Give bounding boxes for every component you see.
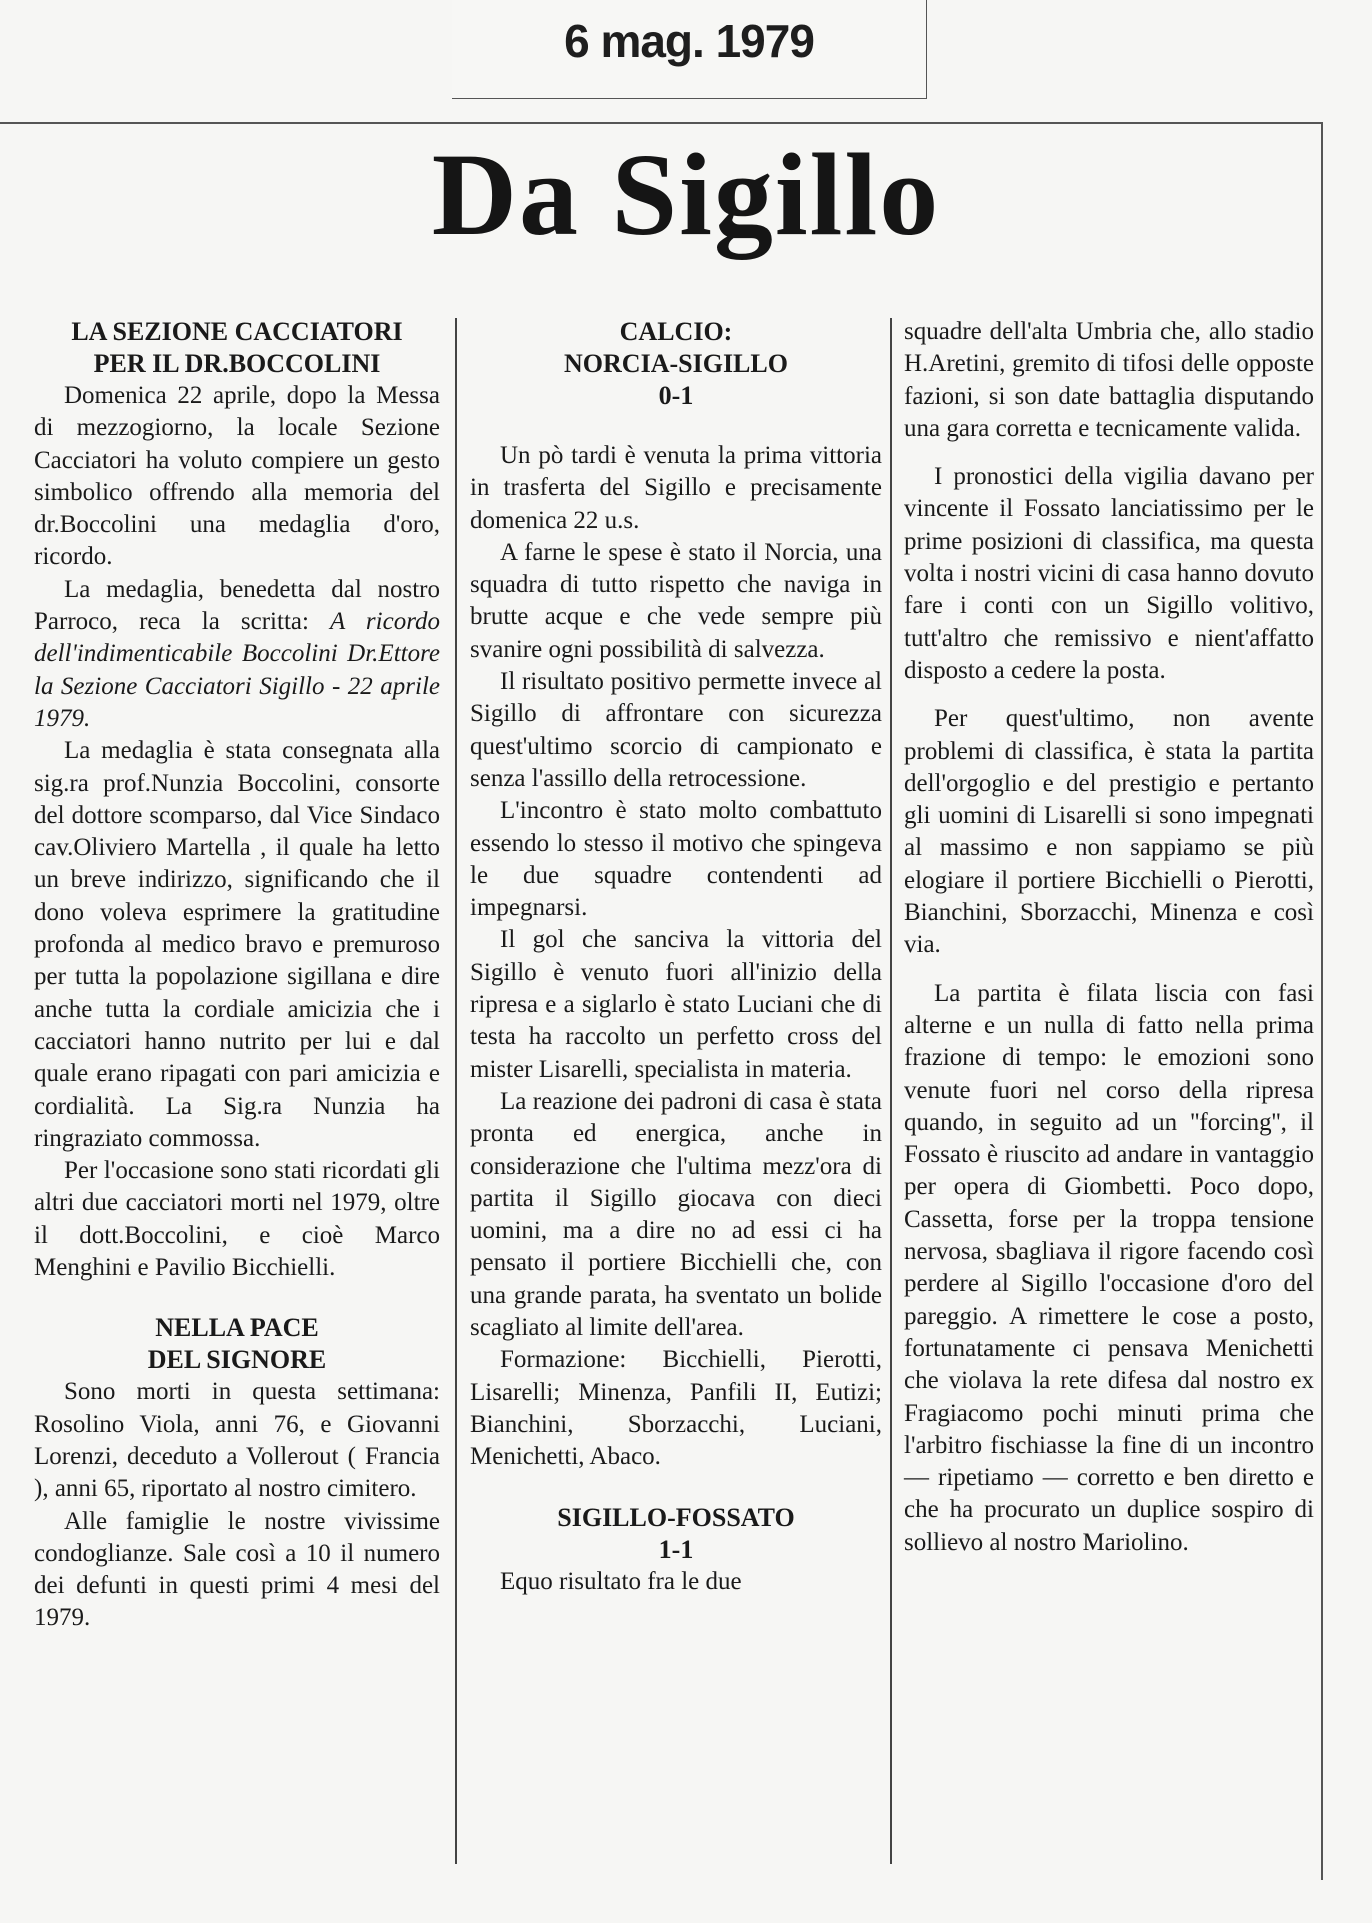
clipping-top-border — [0, 122, 1322, 124]
article-heading-hunters-line1: LA SEZIONE CACCIATORI — [71, 317, 403, 346]
article-heading-score: 0-1 — [658, 381, 694, 410]
article-heading-obituaries-line2: DEL SIGNORE — [147, 1345, 327, 1375]
date-stamp-text: 6 mag. 1979 — [564, 15, 814, 67]
article-heading-hunters-line2: PER IL DR.BOCCOLINI — [93, 349, 381, 378]
paragraph: L'incontro è stato molto combattuto essendo lo stesso il motivo che spingeva le due squadre contendenti ad impegnarsi. — [470, 797, 882, 922]
column-hunters-and-obituaries — [34, 316, 440, 1635]
clipping-right-border — [1321, 122, 1323, 1880]
page-headline: Da Sigillo — [431, 129, 941, 260]
paragraph: Formazione: Bicchielli, Pierotti, Lisarelli; Minenza, Panfili II, Eutizi; Bianchini, Sborzacchi, Luciani, Menichetti, Abaco. — [470, 1346, 882, 1471]
paragraph: I pronostici della vigilia davano per vincente il Fossato lanciatissimo per le prime posizioni di classifica, ma questa volta i nostri vicini di casa hanno dovuto fare i conti con un Sigillo volitivo, tutt'altro che remissivo e nient'affatto disposto a cedere la posta. — [904, 463, 1314, 684]
paragraph: Un pò tardi è venuta la prima vittoria in trasferta del Sigillo e precisamente domenica 22 u.s. — [470, 442, 882, 534]
paragraph: Per quest'ultimo, non avente problemi di classifica, è stata la partita dell'orgoglio e del prestigio e pertanto gli uomini di Lisarelli si sono impegnati al massimo e non sappiamo se più elogiare il portiere Bicchielli o Pierotti, Bianchini, Sborzacchi, Minenza e così via. — [904, 705, 1314, 959]
medal-inscription: A ricordo dell'indimenticabile Boccolini Dr.Ettore la Sezione Cacciatori Sigillo - 22 aprile 1979. — [34, 608, 441, 732]
paragraph: Sono morti in questa settimana: Rosolino Viola, anni 76, e Giovanni Lorenzi, deceduto a Vollerout ( Francia ), anni 65, riportato al nostro cimitero. — [34, 1378, 440, 1503]
paragraph: La partita è filata liscia con fasi alterne e un nulla di fatto nella prima frazione di tempo: le emozioni sono venute fuori nel corso della ripresa quando, in seguito ad un ''forcing'', il Fossato è riuscito ad andare in vantaggio per opera di Giombetti. Poco dopo, Cassetta, forse per la troppa tensione nervosa, sbagliava il rigore facendo così perdere al Sigillo l'occasione d'oro del pareggio. A rimettere le cose a posto, fortunatamente ci pensava Menichetti che violava la rete difesa dal nostro ex Fragiacomo pochi minuti prima che l'arbitro fischiasse la fine di un incontro — ripetiamo — corretto e ben diretto e che ha procurato un duplice sospiro di sollievo al nostro Mariolino. — [904, 979, 1314, 1556]
paragraph — [34, 574, 440, 735]
column-football-reports — [470, 316, 882, 1598]
paragraph: La reazione dei padroni di casa è stata pronta ed energica, anche in considerazione che l'ultima mezz'ora di partita il Sigillo giocava con dieci uomini, ma a dire no ad essi ci ha pensato il portiere Bicchielli che, con una grande parata, ha sventato un bolide scagliato al limite dell'area. — [470, 1087, 882, 1342]
column-rule-right — [890, 318, 892, 1864]
column-sigillo-fossato-continued — [904, 316, 1314, 1559]
paragraph: Per l'occasione sono stati ricordati gli altri due cacciatori morti nel 1979, oltre il dott.Boccolini, e cioè Marco Menghini e Pavilio Bicchielli. — [34, 1157, 440, 1282]
paragraph-text: La medaglia, benedetta dal nostro Parroco, reca la scritta: — [34, 575, 440, 636]
paragraph: Domenica 22 aprile, dopo la Messa di mezzogiorno, la locale Sezione Cacciatori ha voluto compiere un gesto simbolico offrendo alla memoria del dr.Boccolini una medaglia d'oro, ricordo. — [34, 382, 440, 571]
paragraph: A farne le spese è stato il Norcia, una squadra di tutto rispetto che naviga in brutte acque e che vede sempre più svanire ogni possibilità di salvezza. — [470, 538, 882, 663]
article-heading-obituaries-line1: NELLA PACE — [155, 1313, 319, 1343]
article-heading-sigillo-fossato: SIGILLO-FOSSATO — [557, 1502, 795, 1532]
column-rule-left — [455, 318, 457, 1864]
paragraph: squadre dell'alta Umbria che, allo stadio H.Aretini, gremito di tifosi delle opposte fazioni, si son date battaglia disputando una gara corretta e tecnicamente valida. — [904, 318, 1314, 442]
paragraph: La medaglia è stata consegnata alla sig.ra prof.Nunzia Boccolini, consorte del dottore scomparso, dal Vice Sindaco cav.Oliviero Martella , il quale ha letto un breve indirizzo, significando che il dono voleva esprimere la gratitudine profonda al medico bravo e premuroso per tutta la popolazione sigillana e dire anche tutta la cordiale amicizia che i cacciatori hanno nutrito per lui e dal quale erano ripagati con pari amicizia e cordialità. La Sig.ra Nunzia ha ringraziato commossa. — [34, 737, 440, 1152]
paragraph: Equo risultato fra le due — [500, 1567, 742, 1595]
date-stamp — [452, 0, 927, 99]
paragraph: Il risultato positivo permette invece al Sigillo di affrontare con sicurezza quest'ultimo scorcio di campionato e senza l'assillo della retrocessione. — [470, 668, 882, 792]
paragraph: Il gol che sanciva la vittoria del Sigillo è venuto fuori all'inizio della ripresa e a siglarlo è stato Luciani che di testa ha raccolto un perfetto cross del mister Lisarelli, specialista in materia. — [470, 926, 882, 1083]
article-heading-score: 1-1 — [658, 1534, 694, 1564]
article-heading-calcio: CALCIO: — [619, 317, 733, 346]
article-heading-norcia-sigillo: NORCIA-SIGILLO — [564, 349, 788, 378]
paragraph: Alle famiglie le nostre vivissime condoglianze. Sale così a 10 il numero dei defunti in questi primi 4 mesi del 1979. — [34, 1507, 440, 1632]
